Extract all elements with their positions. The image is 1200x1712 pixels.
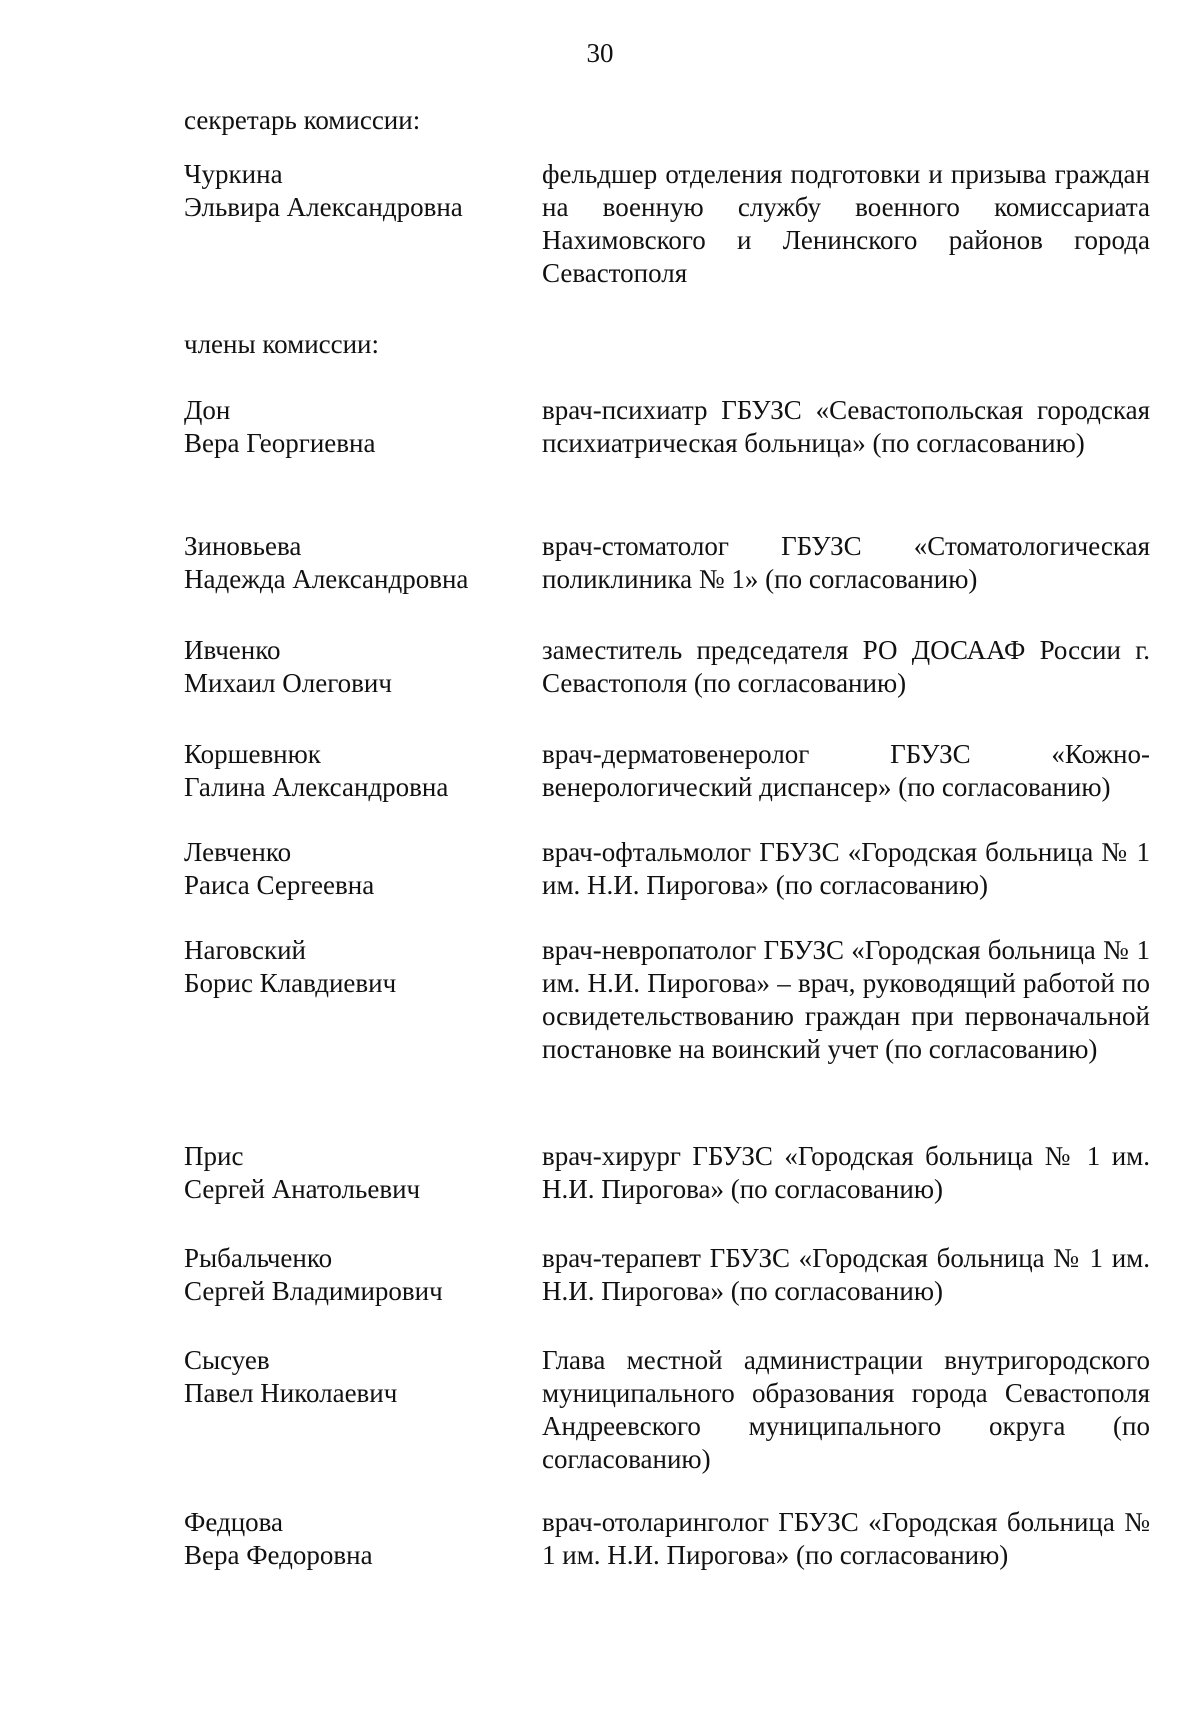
person-given-names: Эльвира Александровна: [184, 192, 463, 222]
person-role: врач-офтальмолог ГБУЗС «Городская больница № 1 им. Н.И. Пирогова» (по согласованию): [542, 837, 1150, 900]
members-section-label: члены комиссии:: [184, 329, 380, 359]
person-role: врач-дерматовенеролог ГБУЗС «Кожно-венерологический диспансер» (по согласованию): [542, 739, 1150, 802]
person-surname: Чуркина: [184, 159, 283, 189]
person-surname: Федцова: [184, 1507, 284, 1537]
person-given-names: Павел Николаевич: [184, 1378, 398, 1408]
person-role: врач-невропатолог ГБУЗС «Городская больница № 1 им. Н.И. Пирогова» – врач, руководящий работой по освидетельствованию граждан при первоначальной постановке на воинский учет (по согласованию): [542, 935, 1150, 1064]
person-given-names: Раиса Сергеевна: [184, 870, 375, 900]
secretary-section-label: секретарь комиссии:: [184, 105, 421, 135]
person-surname: Зиновьева: [184, 531, 302, 561]
person-name: [184, 634, 514, 700]
person-name: [184, 934, 514, 1000]
person-surname: Рыбальченко: [184, 1243, 333, 1273]
person-role: врач-психиатр ГБУЗС «Севастопольская городская психиатрическая больница» (по согласованию): [542, 395, 1150, 458]
person-surname: Дон: [184, 395, 231, 425]
person-name: [184, 738, 514, 804]
person-role: врач-отоларинголог ГБУЗС «Городская больница № 1 им. Н.И. Пирогова» (по согласованию): [542, 1507, 1150, 1570]
person-surname: Сысуев: [184, 1345, 270, 1375]
person-name: [184, 1506, 514, 1572]
person-name: [184, 158, 514, 224]
page-number: 30: [586, 38, 614, 68]
person-given-names: Галина Александровна: [184, 772, 449, 802]
person-name: [184, 1344, 514, 1410]
person-given-names: Михаил Олегович: [184, 668, 392, 698]
person-role: фельдшер отделения подготовки и призыва граждан на военную службу военного комиссариата Нахимовского и Ленинского районов города Севастополя: [542, 159, 1150, 288]
person-name: [184, 530, 514, 596]
person-name: [184, 836, 514, 902]
person-role: врач-терапевт ГБУЗС «Городская больница № 1 им. Н.И. Пирогова» (по согласованию): [542, 1243, 1150, 1306]
person-surname: Ивченко: [184, 635, 281, 665]
person-surname: Прис: [184, 1141, 244, 1171]
person-name: [184, 1140, 514, 1206]
person-given-names: Вера Федоровна: [184, 1540, 373, 1570]
person-role: врач-стоматолог ГБУЗС «Стоматологическая поликлиника № 1» (по согласованию): [542, 531, 1150, 594]
person-role: врач-хирург ГБУЗС «Городская больница № 1 им. Н.И. Пирогова» (по согласованию): [542, 1141, 1150, 1204]
person-given-names: Сергей Владимирович: [184, 1276, 443, 1306]
person-surname: Наговский: [184, 935, 306, 965]
person-role: Глава местной администрации внутригородского муниципального образования города Севастополя Андреевского муниципального округа (по согласованию): [542, 1345, 1150, 1474]
person-name: [184, 1242, 514, 1308]
person-surname: Коршевнюк: [184, 739, 321, 769]
person-role: заместитель председателя РО ДОСААФ России г. Севастополя (по согласованию): [542, 635, 1150, 698]
person-given-names: Вера Георгиевна: [184, 428, 376, 458]
person-name: [184, 394, 514, 460]
person-given-names: Борис Клавдиевич: [184, 968, 397, 998]
person-surname: Левченко: [184, 837, 292, 867]
person-given-names: Надежда Александровна: [184, 564, 469, 594]
person-given-names: Сергей Анатольевич: [184, 1174, 421, 1204]
